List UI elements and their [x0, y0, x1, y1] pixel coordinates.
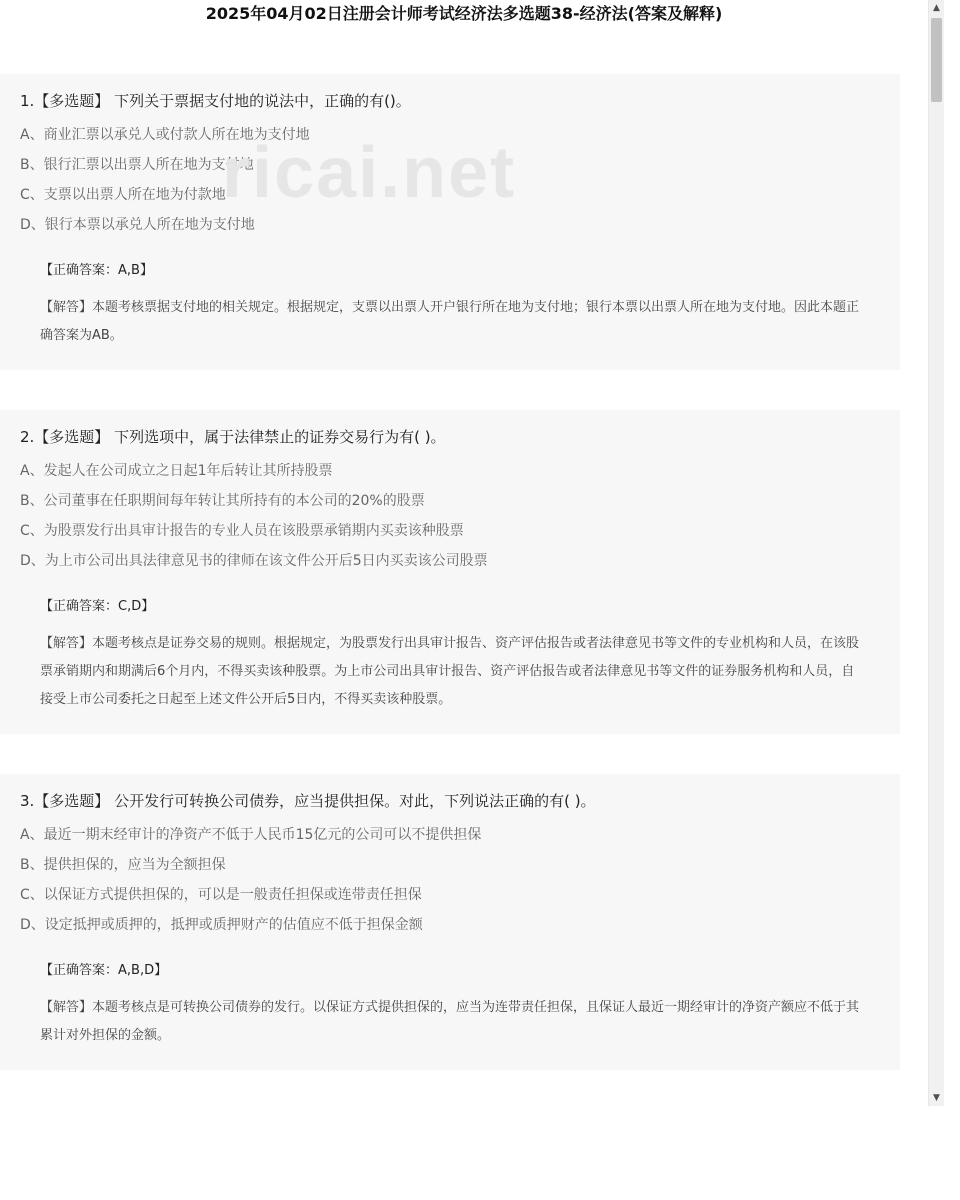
scroll-thumb[interactable]: [931, 18, 942, 102]
question-card: [0, 410, 900, 734]
option-a: A、最近一期末经审计的净资产不低于人民币15亿元的公司可以不提供担保: [20, 827, 482, 843]
option-c: C、支票以出票人所在地为付款地: [20, 187, 226, 203]
question-card: [0, 74, 900, 370]
answer-section: [20, 940, 880, 1050]
option-c: C、以保证方式提供担保的，可以是一般责任担保或连带责任担保: [20, 887, 422, 903]
question-card: [0, 774, 900, 1070]
answer-section: [20, 240, 880, 350]
arrow-up-icon[interactable]: ▲: [933, 3, 940, 13]
watermark: ricai.net: [222, 133, 517, 213]
explanation: 【解答】本题考核票据支付地的相关规定。根据规定，支票以出票人开户银行所在地为支付地；银行本票以出票人所在地为支付地。因此本题正确答案为AB。: [40, 300, 860, 343]
correct-answer: 【正确答案：C,D】: [40, 599, 155, 614]
option-d: D、银行本票以承兑人所在地为支付地: [20, 217, 255, 233]
option-b: B、提供担保的，应当为全额担保: [20, 857, 226, 873]
answer-section: [20, 576, 880, 714]
explanation: 【解答】本题考核点是可转换公司债券的发行。以保证方式提供担保的，应当为连带责任担保，且保证人最近一期经审计的净资产额应不低于其累计对外担保的金额。: [40, 1000, 860, 1043]
option-b: B、银行汇票以出票人所在地为支付地: [20, 157, 254, 173]
explanation: 【解答】本题考核点是证券交易的规则。根据规定，为股票发行出具审计报告、资产评估报告或者法律意见书等文件的专业机构和人员，在该股票承销期内和期满后6个月内，不得买卖该种股票。为上市公司出具审计报告、资产评估报告或者法律意见书等文件的证券服务机构和人员，自接受上市公司委托之日起至上述文件公开后5日内，不得买卖该种股票。: [40, 636, 860, 707]
correct-answer: 【正确答案：A,B】: [40, 263, 153, 278]
option-d: D、设定抵押或质押的，抵押或质押财产的估值应不低于担保金额: [20, 917, 423, 933]
question-list: [0, 74, 900, 1110]
arrow-down-icon[interactable]: ▼: [933, 1093, 940, 1103]
page-title: 2025年04月02日注册会计师考试经济法多选题38-经济法(答案及解释): [205, 4, 723, 23]
option-a: A、发起人在公司成立之日起1年后转让其所持股票: [20, 463, 333, 479]
option-b: B、公司董事在任职期间每年转让其所持有的本公司的20%的股票: [20, 493, 425, 509]
question-title: 1.【多选题】 下列关于票据支付地的说法中，正确的有()。: [20, 92, 411, 110]
option-c: C、为股票发行出具审计报告的专业人员在该股票承销期内买卖该种股票: [20, 523, 464, 539]
question-title: 2.【多选题】 下列选项中，属于法律禁止的证券交易行为有( )。: [20, 428, 446, 446]
option-a: A、商业汇票以承兑人或付款人所在地为支付地: [20, 127, 310, 143]
option-d: D、为上市公司出具法律意见书的律师在该文件公开后5日内买卖该公司股票: [20, 553, 488, 569]
question-title: 3.【多选题】 公开发行可转换公司债券，应当提供担保。对此，下列说法正确的有( )。: [20, 792, 596, 810]
vertical-scrollbar[interactable]: [928, 0, 944, 1106]
correct-answer: 【正确答案：A,B,D】: [40, 963, 168, 978]
